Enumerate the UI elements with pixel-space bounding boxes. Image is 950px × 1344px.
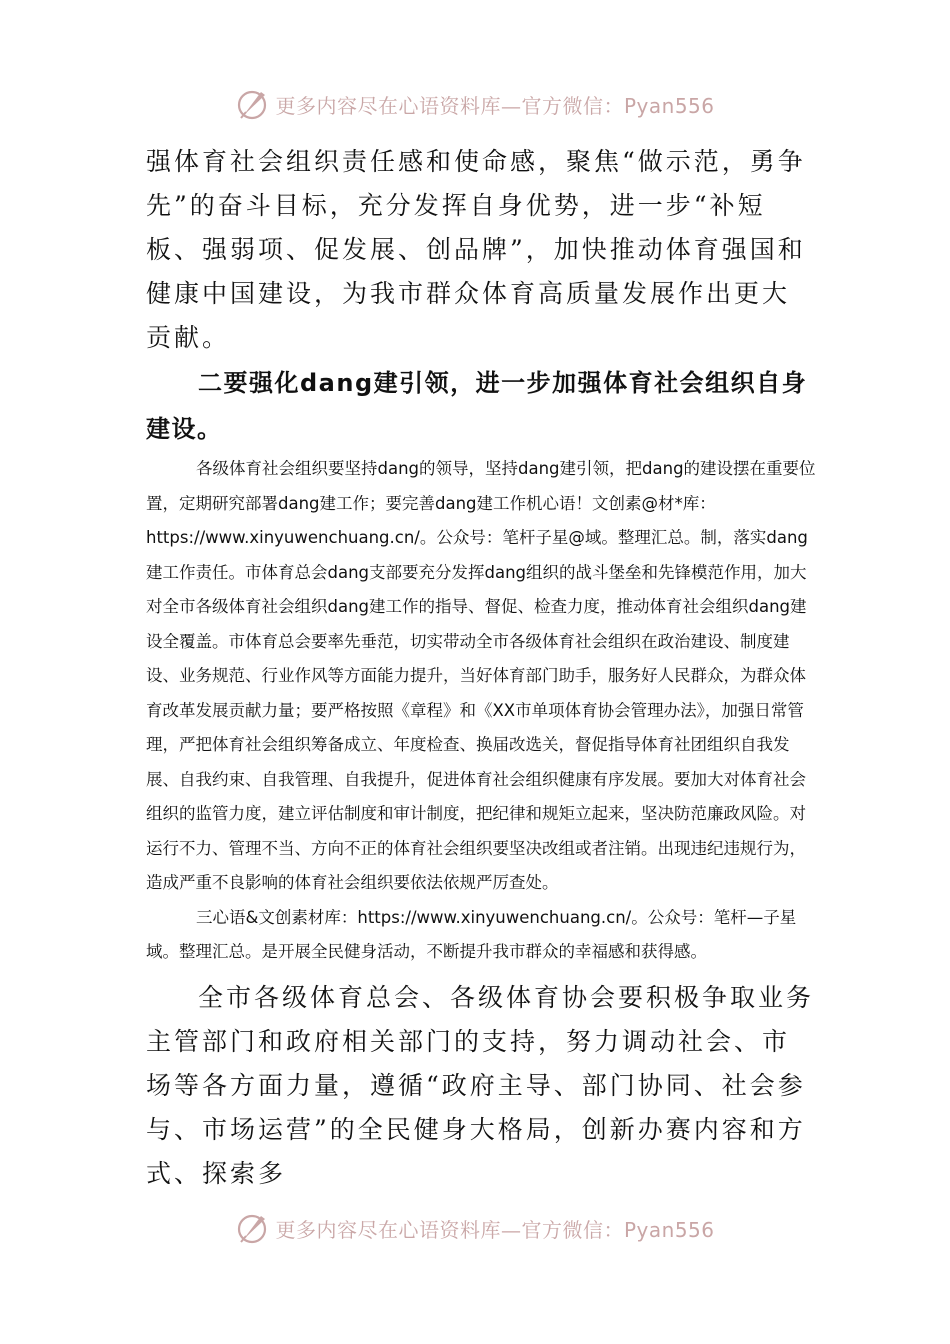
paragraph-3: 三心语&文创素材库：https://www.xinyuwenchuang.cn/。公众号：笔杆—子星域。整理汇总。是开展全民健身活动，不断提升我市群众的幸福感和获得感。 [146, 907, 797, 961]
header-banner [0, 84, 950, 124]
section-heading-2: 二要强化dang建引领，进一步加强体育社会组织自身建设。 [146, 369, 808, 443]
quill-logo-icon [235, 86, 271, 122]
paragraph-1: 强体育社会组织责任感和使命感，聚焦“做示范，勇争先”的奋斗目标，充分发挥自身优势，进一步“补短板、强弱项、促发展、创品牌”，加快推动体育强国和健康中国建设，为我市群众体育高质量发展作出更大贡献。 [146, 147, 806, 352]
document-body [146, 140, 816, 1196]
wechat-id: Pyan556 [623, 1217, 715, 1242]
banner-text: 更多内容尽在心语资料库—官方微信：Pyan556 [275, 1217, 715, 1242]
quill-logo-icon [235, 1210, 271, 1246]
footer-banner [0, 1208, 950, 1248]
paragraph-4: 全市各级体育总会、各级体育协会要积极争取业务主管部门和政府相关部门的支持，努力调动社会、市场等各方面力量，遵循“政府主导、部门协同、社会参与、市场运营”的全民健身大格局，创新办赛内容和方式、探索多 [146, 982, 815, 1188]
banner-text: 更多内容尽在心语资料库—官方微信：Pyan556 [275, 93, 715, 118]
paragraph-2: 各级体育社会组织要坚持dang的领导，坚持dang建引领，把dang的建设摆在重要位置，定期研究部署dang建工作；要完善dang建工作机心语！文创素@材*库：https://www.xinyuwenchuang.cn/。公众号：笔杆子星@域。整理汇总。制，落实dang建工作责任。市体育总会dang支部要充分发挥dang组织的战斗堡垒和先锋模范作用，加大对全市各级体育社会组织dang建工作的指导、督促、检查力度，推动体育社会组织dang建设全覆盖。市体育总会要率先垂范，切实带动全市各级体育社会组织在政治建设、制度建设、业务规范、行业作风等方面能力提升，当好体育部门助手，服务好人民群众，为群众体育改革发展贡献力量；要严格按照《章程》和《XX市单项体育协会管理办法》，加强日常管理，严把体育社会组织筹备成立、年度检查、换届改选关，督促指导体育社团组织自我发展、自我约束、自我管理、自我提升，促进体育社会组织健康有序发展。要加大对体育社会组织的监管力度，建立评估制度和审计制度，把纪律和规矩立起来，坚决防范廉政风险。对运行不力、管理不当、方向不正的体育社会组织要坚决改组或者注销。出现违纪违规行为，造成严重不良影响的体育社会组织要依法依规严厉查处。 [146, 459, 816, 892]
wechat-id: Pyan556 [623, 93, 715, 118]
